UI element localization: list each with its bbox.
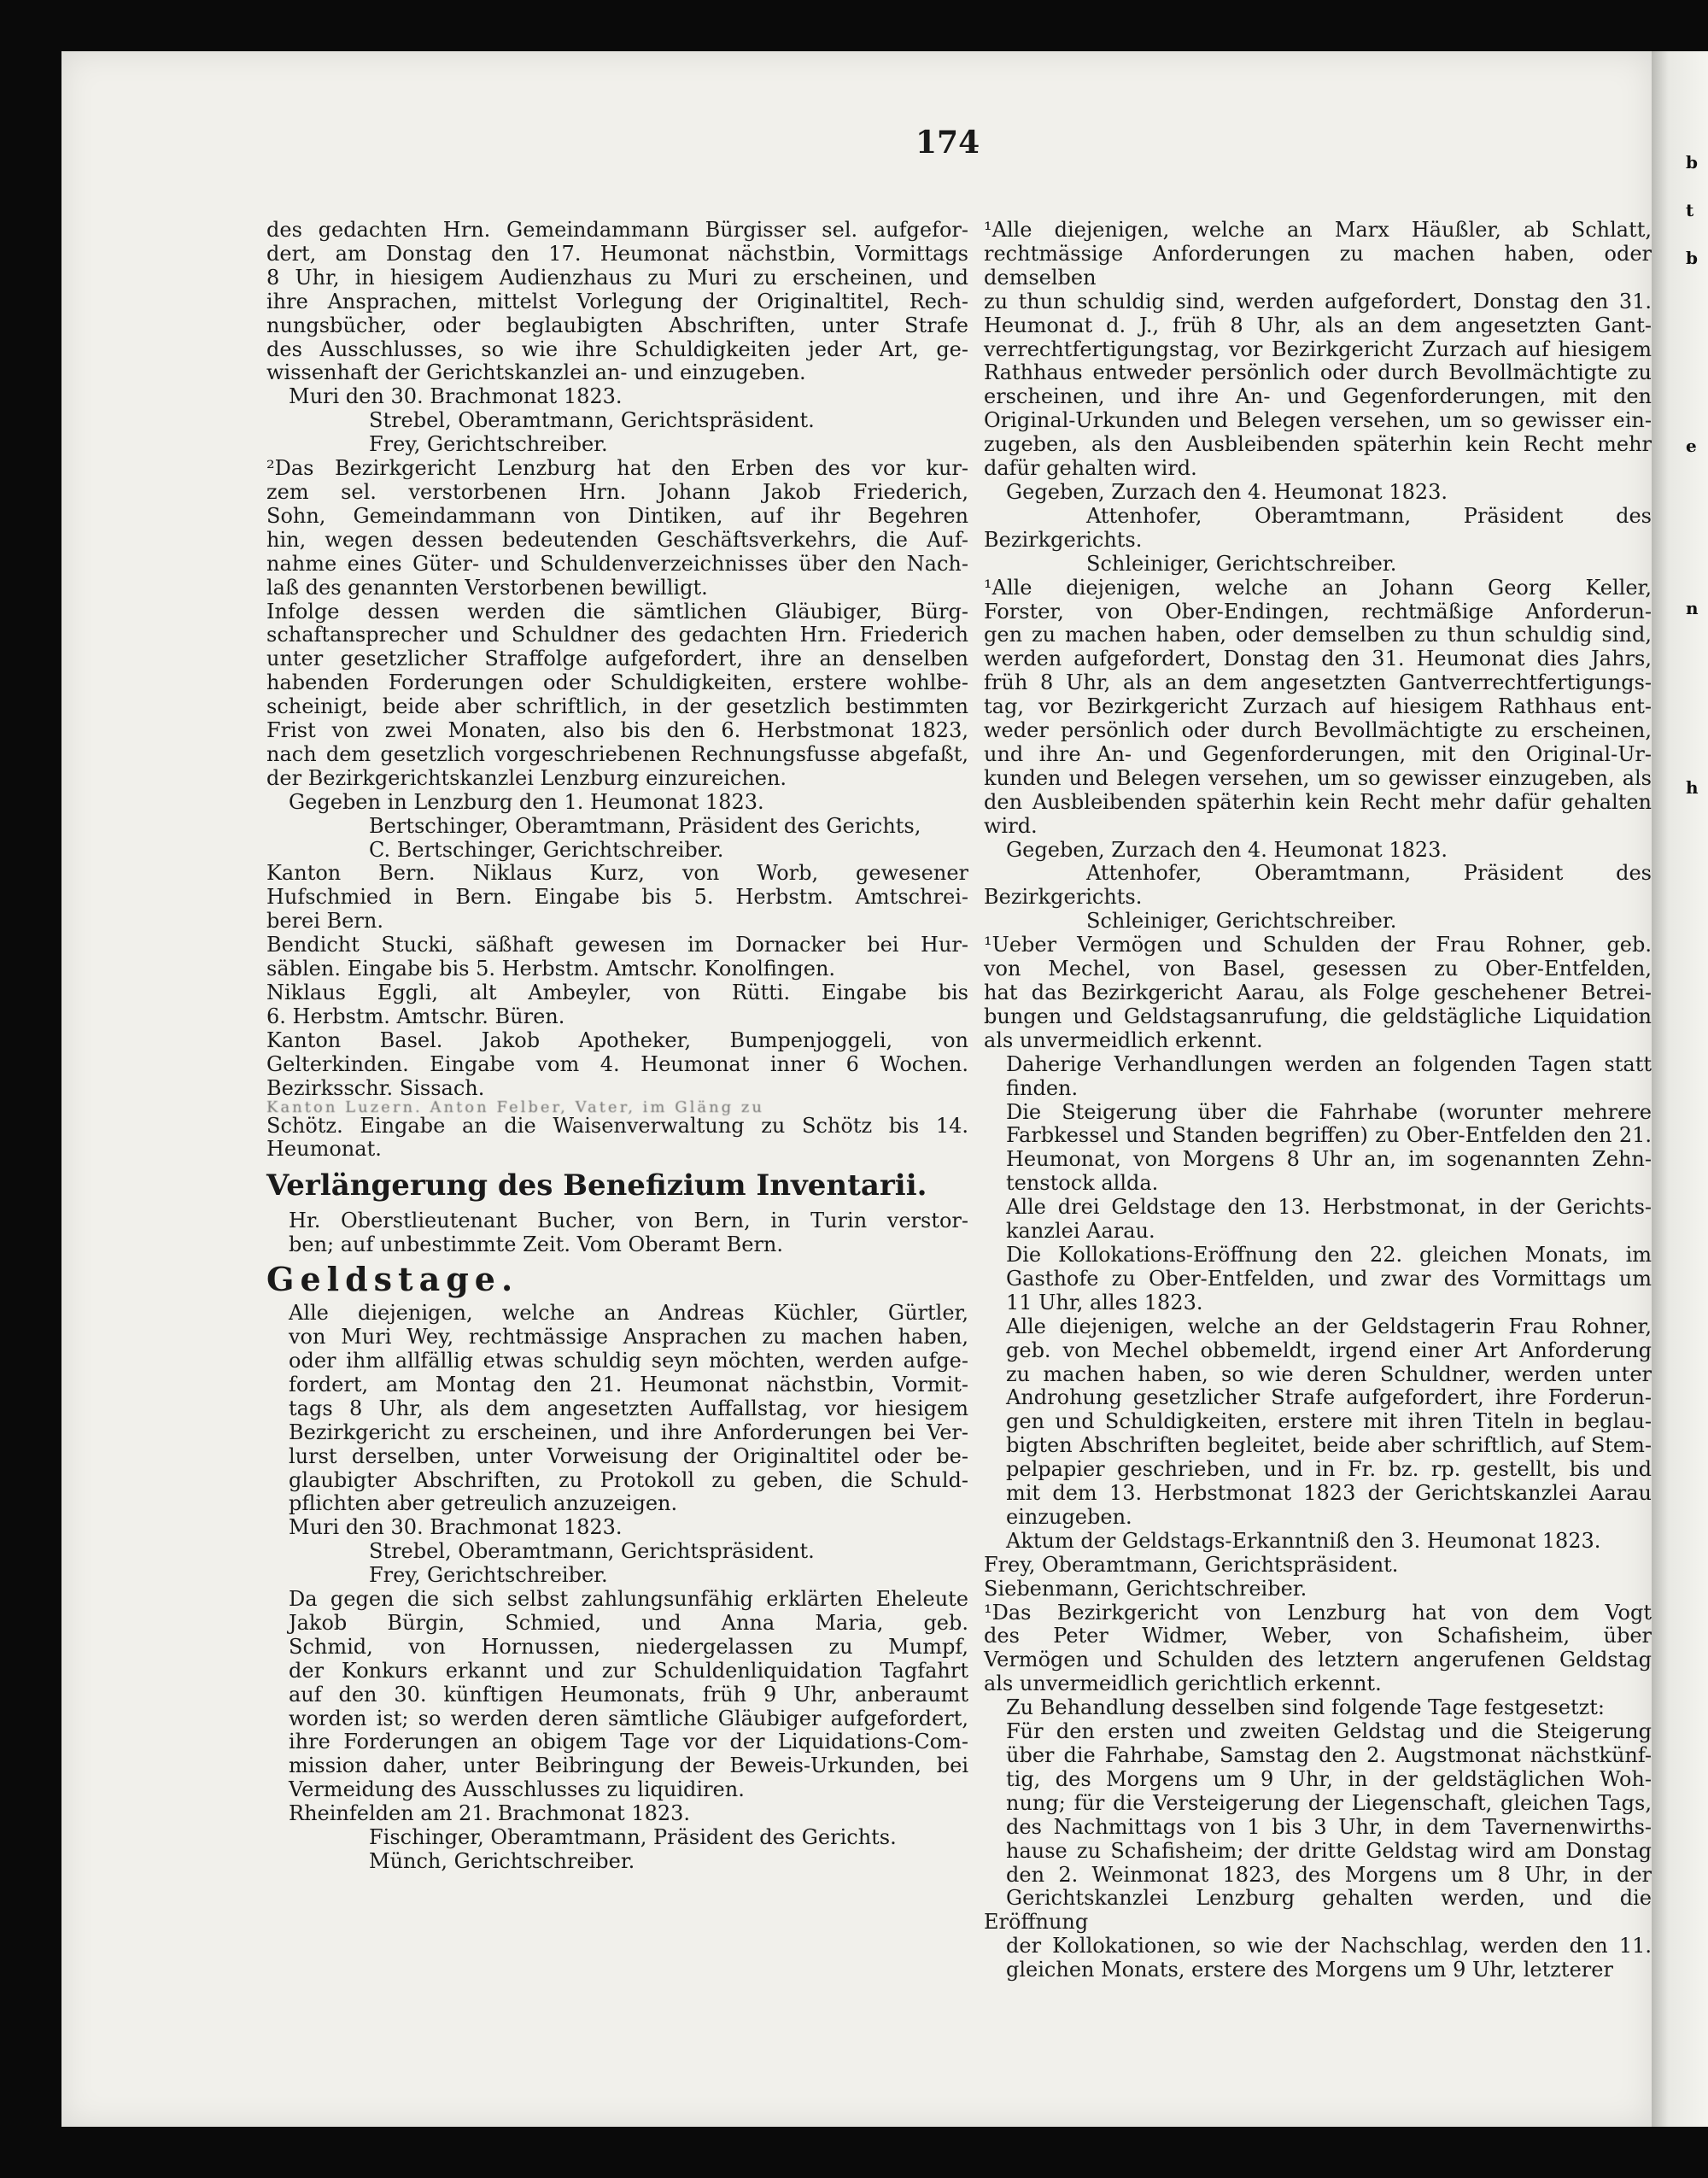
text-line: Frey, Oberamtmann, Gerichtspräsident.	[984, 1552, 1399, 1577]
text-line: Jakob Bürgin, Schmied, und Anna Maria, geb.	[289, 1610, 968, 1635]
text-line: verrechtfertigungstag, vor Bezirkgericht Zurzach auf hiesigem	[984, 337, 1652, 361]
text-line: Frey, Gerichtschreiber.	[369, 1563, 608, 1588]
text-line: Die Kollokations-Eröffnung den 22. gleichen Monats, im	[1006, 1242, 1652, 1267]
text-line: gen und Schuldigkeiten, erstere mit ihren Titeln in beglau-	[1006, 1409, 1652, 1434]
text-line: Gasthofe zu Ober-Entfelden, und zwar des Vormittags um	[1006, 1266, 1652, 1291]
text-line: pelpapier geschrieben, und in Fr. bz. rp. gestellt, bis und	[1006, 1457, 1652, 1482]
text-line: Original-Urkunden und Belegen versehen, um so gewisser ein-	[984, 408, 1652, 433]
text-line: unter gesetzlicher Straffolge aufgefordert, ihre an denselben	[266, 647, 968, 671]
text-line: Die Steigerung über die Fahrhabe (worunter mehrere	[1006, 1099, 1652, 1124]
text-line: als unvermeidlich gerichtlich erkennt.	[984, 1672, 1382, 1696]
zurzach-signature-1	[984, 505, 1652, 577]
text-line: säblen. Eingabe bis 5. Herbstm. Amtschr. Konolfingen.	[266, 957, 836, 981]
text-line: Fischinger, Oberamtmann, Präsident des Gerichts.	[369, 1825, 897, 1850]
lenzburg-notice	[266, 457, 968, 600]
text-line: zu thun schuldig sind, werden aufgefordert, Donstag den 31.	[984, 289, 1652, 313]
kanton-luzern-notice	[266, 1098, 968, 1116]
text-line: ihre Forderungen an obigem Tage vor der Liquidations-Com-	[289, 1730, 968, 1754]
muri-signature-2	[266, 1540, 968, 1588]
text-line: des Ausschlusses, so wie ihre Schuldigkeiten jeder Art, ge-	[266, 337, 968, 361]
text-line: dert, am Donstag den 17. Heumonat nächstbin, Vormittags	[266, 241, 968, 266]
text-line: Da gegen die sich selbst zahlungsunfähig erklärten Eheleute	[289, 1587, 968, 1612]
muri-continuation	[266, 219, 968, 385]
rohner-geldstage	[984, 1196, 1652, 1244]
rohner-notice	[984, 934, 1652, 1053]
text-line: dafür gehalten wird.	[984, 456, 1197, 481]
text-line: und ihre An- und Gegenforderungen, mit den Original-Ur-	[984, 741, 1652, 766]
widmer-schedule	[984, 1720, 1652, 1982]
text-line: 8 Uhr, in hiesigem Audienzhaus zu Muri zu erscheinen, und	[266, 265, 968, 290]
text-line: der Bezirkgerichtskanzlei Lenzburg einzureichen.	[266, 765, 787, 790]
text-line: ²Das Bezirkgericht Lenzburg hat den Erben des vor kur-	[266, 456, 968, 481]
text-line: einzugeben.	[1006, 1504, 1132, 1529]
text-line: den Ausbleibenden späterhin kein Recht mehr dafür gehalten	[984, 789, 1652, 814]
muri-date-2	[266, 1516, 968, 1540]
keller-notice	[984, 577, 1652, 839]
text-line: tenstock allda.	[1006, 1171, 1159, 1196]
text-line: Vermeidung des Ausschlusses zu liquidiren.	[289, 1777, 745, 1802]
text-line: 11 Uhr, alles 1823.	[1006, 1290, 1203, 1314]
text-line: kunden und Belegen versehen, um so gewisser einzugeben, als	[984, 765, 1652, 790]
text-line: Heumonat.	[266, 1137, 382, 1162]
text-line: Schmid, von Hornussen, niedergelassen zu Mumpf,	[289, 1634, 968, 1659]
text-line: berei Bern.	[266, 909, 383, 934]
rheinfelden-signature	[266, 1826, 968, 1874]
text-line: des gedachten Hrn. Gemeindammann Bürgisser sel. aufgefor-	[266, 218, 968, 242]
edge-fragment: b	[1686, 152, 1698, 173]
text-line: lurst derselben, unter Vorweisung der Originaltitel oder be-	[289, 1443, 968, 1468]
text-line: erscheinen, und ihre An- und Gegenforderungen, mit den	[984, 384, 1652, 409]
widmer-notice	[984, 1601, 1652, 1697]
text-line: von Muri Wey, rechtmässige Ansprachen zu machen haben,	[289, 1325, 968, 1350]
text-line: den 2. Weinmonat 1823, des Morgens um 8 Uhr, in der	[1006, 1862, 1652, 1887]
text-line: wird.	[984, 813, 1038, 838]
page-number: 174	[915, 125, 980, 161]
text-line: Hufschmied in Bern. Eingabe bis 5. Herbstm. Amtschrei-	[266, 885, 968, 910]
zurzach-date-2	[984, 839, 1652, 863]
text-line: ben; auf unbestimmte Zeit. Vom Oberamt Bern.	[289, 1232, 783, 1257]
bucher-notice	[266, 1209, 968, 1257]
adjacent-page-edge	[1652, 51, 1708, 2127]
text-line: Gelterkinden. Eingabe vom 4. Heumonat inner 6 Wochen.	[266, 1051, 968, 1076]
text-line: Muri den 30. Brachmonat 1823.	[289, 1515, 623, 1540]
text-line: hin, wegen dessen bedeutenden Geschäftsverkehrs, die Auf-	[266, 527, 968, 552]
text-line: tig, des Morgens um 9 Uhr, in der geldstäglichen Woh-	[1006, 1766, 1652, 1791]
rohner-claims	[984, 1315, 1652, 1530]
lenzburg-date	[266, 791, 968, 815]
text-line: Kanton Bern. Niklaus Kurz, von Worb, gewesener	[266, 861, 968, 886]
text-line: Kanton Basel. Jakob Apotheker, Bumpenjoggeli, von	[266, 1028, 968, 1052]
text-line: mit dem 13. Herbstmonat 1823 der Gerichtskanzlei Aarau	[1006, 1481, 1652, 1506]
rohner-schedule-intro	[984, 1053, 1652, 1101]
edge-fragment: b	[1686, 248, 1698, 268]
text-line: ¹Alle diejenigen, welche an Marx Häußler, ab Schlatt,	[984, 218, 1652, 242]
text-line: scheinigt, beide aber schriftlich, in der gesetzlich bestimmten	[266, 694, 968, 719]
text-line: der Kollokationen, so wie der Nachschlag, werden den 11.	[1006, 1934, 1652, 1958]
text-line: bigten Abschriften begleitet, beide aber schriftlich, auf Stem-	[1006, 1433, 1652, 1458]
text-line: Bezirksschr. Sissach.	[266, 1075, 485, 1100]
text-line: Strebel, Oberamtmann, Gerichtspräsident.	[369, 408, 815, 433]
text-line: zu machen haben, so wie deren Schuldner, werden unter	[1006, 1361, 1652, 1386]
text-line: gen zu machen haben, oder demselben zu thun schuldig sind,	[984, 623, 1652, 647]
kanton-bern-notice	[266, 862, 968, 934]
text-line: tags 8 Uhr, als dem angesetzten Auffallstag, vor hiesigem	[289, 1396, 968, 1420]
text-line: des Peter Widmer, Weber, von Schafisheim, über	[984, 1624, 1652, 1648]
text-line: fordert, am Montag den 21. Heumonat nächstbin, Vormit-	[289, 1372, 968, 1396]
text-line: werden aufgefordert, Donstag den 31. Heumonat dies Jahrs,	[984, 647, 1652, 671]
text-line: bungen und Geldstagsanrufung, die geldstägliche Liquidation	[984, 1004, 1652, 1028]
text-line: Frey, Gerichtschreiber.	[369, 432, 608, 457]
lenzburg-signature	[266, 815, 968, 863]
left-column	[266, 219, 968, 1874]
text-line: gleichen Monats, erstere des Morgens um 9 Uhr, letzterer	[1006, 1958, 1613, 1982]
text-line: Alle diejenigen, welche an Andreas Küchler, Gürtler,	[289, 1301, 968, 1326]
text-line: Gegeben, Zurzach den 4. Heumonat 1823.	[1006, 837, 1448, 862]
text-line: über die Fahrhabe, Samstag den 2. Augstmonat nächstkünf-	[1006, 1743, 1652, 1767]
edge-fragment: n	[1686, 598, 1699, 618]
text-line: Alle drei Geldstage den 13. Herbstmonat, in der Gerichts-	[1006, 1195, 1652, 1220]
text-line: Hr. Oberstlieutenant Bucher, von Bern, in Turin verstor-	[289, 1209, 968, 1233]
text-line: des Nachmittags von 1 bis 3 Uhr, in dem Tavernenwirths-	[1006, 1814, 1652, 1839]
buergin-notice	[266, 1588, 968, 1802]
text-line: Schötz. Eingabe an die Waisenverwaltung zu Schötz bis 14.	[266, 1113, 968, 1138]
lenzburg-creditors	[266, 600, 968, 791]
text-line: kanzlei Aarau.	[1006, 1219, 1155, 1244]
text-line: Alle diejenigen, welche an der Geldstagerin Frau Rohner,	[1006, 1314, 1652, 1338]
text-line: Rathhaus entweder persönlich oder durch Bevollmächtigte zu	[984, 360, 1652, 385]
text-line: mission daher, unter Beibringung der Beweis-Urkunden, bei	[289, 1754, 968, 1778]
text-line: wissenhaft der Gerichtskanzlei an- und einzugeben.	[266, 360, 806, 385]
text-line: Frist von zwei Monaten, also bis den 6. Herbstmonat 1823,	[266, 718, 968, 743]
text-line: Schleiniger, Gerichtschreiber.	[1086, 909, 1397, 934]
zurzach-signature-2	[984, 862, 1652, 934]
text-line: Vermögen und Schulden des letztern angerufenen Geldstag	[984, 1648, 1652, 1672]
text-line: früh 8 Uhr, als an dem angesetzten Gantverrechtfertigungs-	[984, 670, 1652, 695]
text-line: Sohn, Gemeindammann von Dintiken, auf ihr Begehren	[266, 503, 968, 528]
text-line: der Konkurs erkannt und zur Schuldenliquidation Tagfahrt	[289, 1658, 968, 1683]
text-line: Gegeben in Lenzburg den 1. Heumonat 1823.	[289, 789, 764, 814]
newspaper-page	[61, 51, 1652, 2127]
text-line: pflichten aber getreulich anzuzeigen.	[289, 1491, 678, 1516]
zurzach-date-1	[984, 481, 1652, 505]
text-line: geb. von Mechel obbemeldt, irgend einer Art Anforderung	[1006, 1338, 1652, 1362]
text-line: als unvermeidlich erkennt.	[984, 1028, 1263, 1052]
text-line: nung; für die Versteigerung der Liegenschaft, gleichen Tags,	[1006, 1790, 1652, 1815]
text-line: Bezirkgericht zu erscheinen, und ihre Anforderungen bei Ver-	[289, 1420, 968, 1444]
text-line: tag, vor Bezirkgericht Zurzach auf hiesigem Rathhaus ent-	[984, 694, 1652, 719]
text-line: laß des genannten Verstorbenen bewilligt.	[266, 575, 708, 600]
text-line: ¹Alle diejenigen, welche an Johann Georg Keller,	[984, 575, 1652, 600]
text-line: weder persönlich oder durch Bevollmächtigte zu erscheinen,	[984, 718, 1652, 743]
text-line: Rheinfelden am 21. Brachmonat 1823.	[289, 1801, 691, 1826]
text-line: C. Bertschinger, Gerichtschreiber.	[369, 837, 724, 862]
text-line: Androhung gesetzlicher Strafe aufgefordert, ihre Forderun-	[1006, 1385, 1652, 1410]
aarau-date	[984, 1530, 1652, 1554]
kuechler-notice	[266, 1302, 968, 1516]
text-line: glaubigter Abschriften, zu Protokoll zu geben, die Schuld-	[289, 1467, 968, 1492]
text-line: nahme eines Güter- und Schuldenverzeichnisses über den Nach-	[266, 551, 968, 576]
text-line: Für den ersten und zweiten Geldstag und die Steigerung	[1006, 1719, 1652, 1744]
text-line: ¹Ueber Vermögen und Schulden der Frau Rohner, geb.	[984, 933, 1652, 957]
text-line: nungsbücher, oder beglaubigten Abschriften, unter Strafe	[266, 313, 968, 337]
text-line: Aktum der Geldstags-Erkanntniß den 3. Heumonat 1823.	[1006, 1528, 1601, 1553]
text-line: Geldstage.	[266, 1260, 519, 1299]
text-line: zugeben, als den Ausbleibenden späterhin kein Recht mehr	[984, 432, 1652, 457]
heading-geldstage	[266, 1257, 968, 1302]
text-line: worden ist; so werden deren sämtliche Gläubiger aufgefordert,	[289, 1706, 968, 1730]
text-line: Bertschinger, Oberamtmann, Präsident des Gerichts,	[369, 813, 921, 838]
edge-fragment: h	[1686, 777, 1699, 798]
muri-signature-1	[266, 409, 968, 457]
niklaus-eggli-notice	[266, 981, 968, 1029]
right-column	[984, 219, 1652, 1982]
edge-fragment: e	[1686, 436, 1697, 456]
text-line: Schleiniger, Gerichtschreiber.	[1086, 551, 1397, 576]
text-line: Münch, Gerichtschreiber.	[369, 1849, 635, 1873]
text-line: Heumonat d. J., früh 8 Uhr, als an dem angesetzten Gant-	[984, 313, 1652, 337]
bendicht-stucki-notice	[266, 934, 968, 981]
text-line: Daherige Verhandlungen werden an folgenden Tagen statt	[1006, 1051, 1652, 1076]
text-line: Attenhofer, Oberamtmann, Präsident des Bezirkgerichts.	[984, 503, 1652, 552]
text-line: ihre Ansprachen, mittelst Vorlegung der Originaltitel, Rech-	[266, 289, 968, 313]
text-line: ¹Das Bezirkgericht von Lenzburg hat von dem Vogt	[984, 1600, 1652, 1625]
heading-benefizium	[266, 1162, 968, 1209]
text-line: Strebel, Oberamtmann, Gerichtspräsident.	[369, 1539, 815, 1564]
rohner-auction	[984, 1101, 1652, 1197]
text-line: Infolge dessen werden die sämtlichen Gläubiger, Bürg-	[266, 599, 968, 624]
text-line: Muri den 30. Brachmonat 1823.	[289, 384, 623, 409]
text-line: hat das Bezirkgericht Aarau, als Folge geschehener Betrei-	[984, 981, 1652, 1004]
text-line: nach dem gesetzlich vorgeschriebenen Rechnungsfusse abgefaßt,	[266, 741, 968, 766]
text-line: auf den 30. künftigen Heumonats, früh 9 Uhr, anberaumt	[289, 1682, 968, 1707]
text-line: habenden Forderungen oder Schuldigkeiten, erstere wohlbe-	[266, 670, 968, 695]
text-line: Siebenmann, Gerichtschreiber.	[984, 1576, 1307, 1601]
text-line: Attenhofer, Oberamtmann, Präsident des Bezirkgerichts.	[984, 861, 1652, 910]
text-line: Kanton Luzern. Anton Felber, Vater, im Gläng zu	[266, 1098, 764, 1116]
kanton-luzern-continuation	[266, 1115, 968, 1162]
text-line: Farbkessel und Standen begriffen) zu Ober-Entfelden den 21.	[1006, 1123, 1652, 1148]
text-line: von Mechel, von Basel, gesessen zu Ober-Entfelden,	[984, 957, 1652, 981]
text-line: schaftansprecher und Schuldner des gedachten Hrn. Friederich	[266, 623, 968, 647]
edge-fragment: t	[1686, 200, 1694, 220]
text-line: Niklaus Eggli, alt Ambeyler, von Rütti. Eingabe bis	[266, 981, 968, 1004]
kanton-basel-notice	[266, 1029, 968, 1101]
text-line: Verlängerung des Benefizium Inventarii.	[266, 1168, 927, 1203]
text-line: 6. Herbstm. Amtschr. Büren.	[266, 1004, 565, 1028]
aarau-signature	[984, 1554, 1652, 1601]
text-line: Gerichtskanzlei Lenzburg gehalten werden, und die Eröffnung	[984, 1886, 1652, 1935]
text-line: Forster, von Ober-Endingen, rechtmäßige Anforderun-	[984, 599, 1652, 624]
muri-date-1	[266, 385, 968, 409]
text-line: Bendicht Stucki, säßhaft gewesen im Dornacker bei Hur-	[266, 933, 968, 957]
text-line: hause zu Schafisheim; der dritte Geldstag wird am Donstag	[1006, 1838, 1652, 1863]
widmer-schedule-intro	[984, 1696, 1652, 1720]
text-line: Gegeben, Zurzach den 4. Heumonat 1823.	[1006, 479, 1448, 504]
haeussler-notice	[984, 219, 1652, 481]
rheinfelden-date	[266, 1802, 968, 1826]
text-line: rechtmässige Anforderungen zu machen haben, oder demselben	[984, 241, 1652, 290]
text-line: oder ihm allfällig etwas schuldig seyn möchten, werden aufge-	[289, 1348, 968, 1373]
text-line: Zu Behandlung desselben sind folgende Tage festgesetzt:	[1006, 1695, 1605, 1720]
text-line: finden.	[1006, 1075, 1079, 1100]
rohner-collocation	[984, 1244, 1652, 1315]
text-line: Heumonat, von Morgens 8 Uhr an, im sogenannten Zehn-	[1006, 1147, 1652, 1172]
text-line: zem sel. verstorbenen Hrn. Johann Jakob Friederich,	[266, 479, 968, 504]
